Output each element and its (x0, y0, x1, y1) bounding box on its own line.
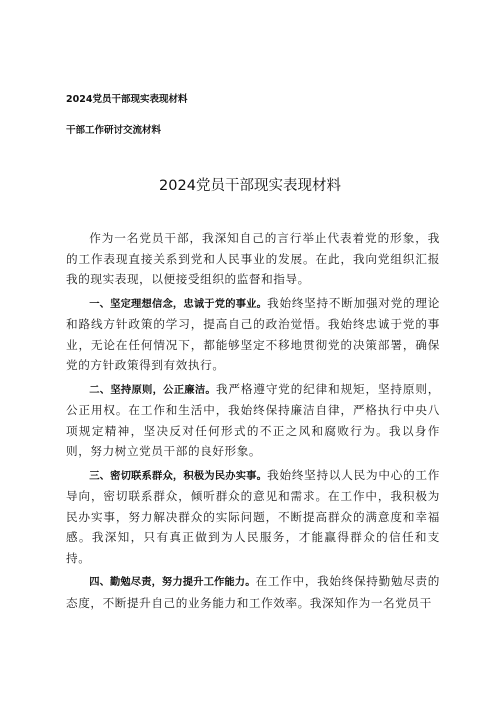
paragraph-section-4 (66, 571, 440, 613)
paragraph-section-2 (66, 379, 440, 462)
section-heading: 三、密切联系群众，积极为民办实事。 (89, 469, 268, 482)
paragraph-section-3 (66, 465, 440, 569)
document-header-line-2: 干部工作研讨交流材料 (66, 125, 162, 136)
paragraph-text: 在工作中，我始终保持勤勉尽责的态度，不断提升自己的业务能力和工作效率。我深知作为一名党员干 (66, 574, 440, 610)
document-body (66, 228, 440, 613)
document-title: 2024党员干部现实表现材料 (159, 178, 341, 194)
paragraph-text: 我严格遵守党的纪律和规矩，坚持原则，公正用权。在工作和生活中，我始终保持廉洁自律，严格执行中央八项规定精神，坚决反对任何形式的不正之风和腐败行为。我以身作则，努力树立党员干部的良好形象。 (66, 381, 441, 458)
section-heading: 二、坚持原则，公正廉洁。 (89, 383, 216, 396)
paragraph-text: 我始终坚持以人民为中心的工作导向，密切联系群众，倾听群众的意见和需求。在工作中，我积极为民办实事，努力解决群众的实际问题，不断提高群众的满意度和幸福感。我深知，只有真正做到为人民服务，才能赢得群众的信任和支持。 (66, 467, 440, 565)
paragraph-text: 作为一名党员干部，我深知自己的言行举止代表着党的形象，我的工作表现直接关系到党和人民事业的发展。在此，我向党组织汇报我的现实表现，以便接受组织的监督和指导。 (66, 231, 440, 286)
paragraph-section-1 (66, 293, 440, 376)
paragraph-text: 我始终坚持不断加强对党的理论和路线方针政策的学习，提高自己的政治觉悟。我始终忠诚于党的事业，无论在任何情况下，都能够坚定不移地贯彻党的决策部署，确保党的方针政策得到有效执行。 (66, 295, 440, 372)
paragraph-intro (66, 228, 440, 290)
section-heading: 一、坚定理想信念，忠诚于党的事业。 (89, 297, 268, 310)
section-heading: 四、勤勉尽责，努力提升工作能力。 (89, 576, 256, 588)
document-header-line-1: 2024党员干部现实表现材料 (66, 94, 188, 105)
